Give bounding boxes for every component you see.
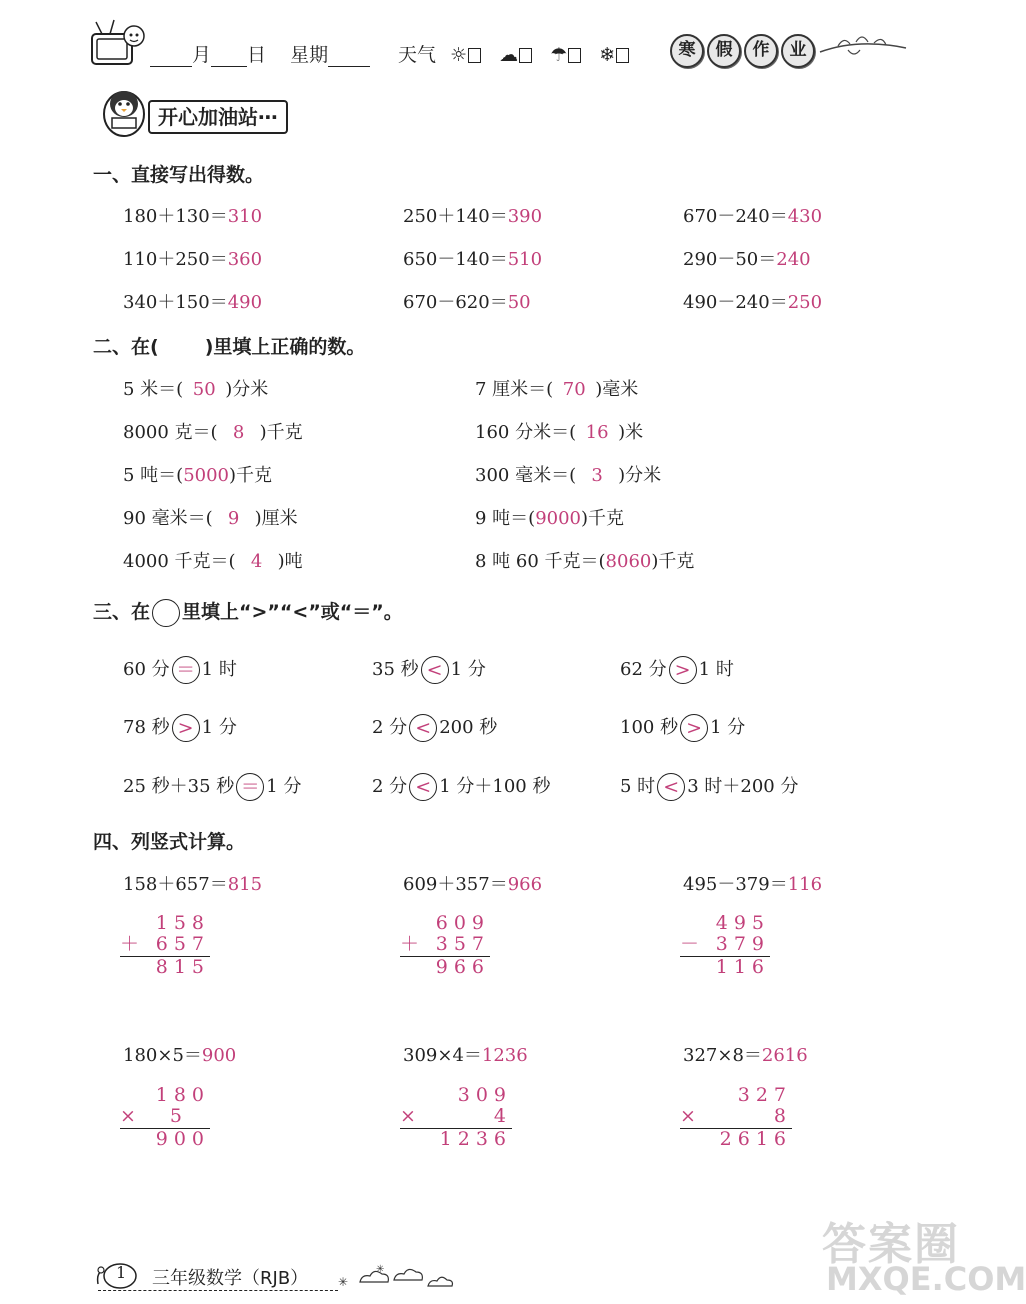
svg-text:✳: ✳ <box>376 1264 385 1275</box>
answer[interactable]: 9 <box>227 508 240 529</box>
vertical-top: 495 <box>715 912 770 934</box>
compare-right: 1 时 <box>201 659 237 680</box>
compare-left: 62 分 <box>620 659 667 680</box>
answer[interactable]: 310 <box>227 206 263 227</box>
vertical-bottom: 357 <box>435 933 490 955</box>
compare-left: 78 秒 <box>123 717 170 738</box>
day-blank[interactable] <box>211 48 247 67</box>
compare-answer[interactable]: ＝ <box>172 656 200 684</box>
month-blank[interactable] <box>150 48 192 67</box>
vertical-bottom: 8 <box>773 1105 792 1127</box>
answer[interactable]: 430 <box>787 206 823 227</box>
rain-icon: ☂ <box>550 44 568 66</box>
problem-expr: 670－620＝ <box>403 292 508 313</box>
problem <box>475 418 643 444</box>
vertical-calc <box>400 1085 512 1150</box>
answer[interactable]: 360 <box>227 249 263 270</box>
vertical-operator: － <box>680 933 700 955</box>
problem <box>683 870 822 896</box>
problem <box>403 245 542 271</box>
compare-problem <box>372 655 486 684</box>
compare-problem <box>123 655 237 684</box>
weather-label: 天气 <box>398 44 437 66</box>
problem-unit: )千克 <box>229 465 273 486</box>
compare-left: 100 秒 <box>620 717 679 738</box>
problem-expr: 110＋250＝ <box>123 249 228 270</box>
compare-left: 25 秒＋35 秒 <box>123 776 235 797</box>
problem-expr: 495－379＝ <box>683 874 788 895</box>
watermark-url: MXQE.COM <box>826 1260 1026 1298</box>
problem <box>123 418 303 444</box>
section-title <box>93 332 365 359</box>
problem-unit: )千克 <box>651 551 695 572</box>
vertical-top: 309 <box>457 1084 512 1106</box>
compare-answer[interactable]: > <box>172 714 200 742</box>
answer[interactable]: 510 <box>507 249 543 270</box>
problem <box>123 202 262 228</box>
problem-expr: 300 毫米＝( <box>475 465 577 486</box>
problem-expr: 9 吨＝( <box>475 508 536 529</box>
compare-left: 2 分 <box>372 776 408 797</box>
compare-right: 1 分 <box>266 776 302 797</box>
problem-unit: )吨 <box>277 551 303 572</box>
snow-icon: ❄ <box>599 44 616 66</box>
vertical-top: 327 <box>737 1084 792 1106</box>
tv-mascot-icon <box>88 18 148 70</box>
footer-rule <box>98 1290 338 1291</box>
compare-problem <box>372 772 550 801</box>
compare-problem <box>620 655 734 684</box>
vertical-calc <box>680 913 770 978</box>
problem-expr: 8000 克＝( <box>123 422 218 443</box>
problem-expr: 327×8＝ <box>683 1045 762 1066</box>
compare-answer[interactable]: < <box>657 773 685 801</box>
vertical-bottom: 5 <box>169 1105 188 1127</box>
problem-unit: )毫米 <box>595 379 639 400</box>
vertical-top: 180 <box>155 1084 210 1106</box>
winter-homework-badge <box>670 34 818 68</box>
problem-expr: 250＋140＝ <box>403 206 508 227</box>
problem <box>683 202 822 228</box>
vertical-result[interactable]: 815 <box>155 956 210 978</box>
compare-problem <box>123 772 301 801</box>
problem <box>403 1041 528 1067</box>
answer[interactable]: 900 <box>201 1045 237 1066</box>
problem <box>123 870 262 896</box>
answer[interactable]: 9000 <box>535 508 582 529</box>
problem-expr: 180×5＝ <box>123 1045 202 1066</box>
compare-problem <box>372 713 497 742</box>
compare-answer[interactable]: > <box>669 656 697 684</box>
answer[interactable]: 50 <box>192 379 216 400</box>
compare-left: 2 分 <box>372 717 408 738</box>
badge-char: 业 <box>781 34 815 68</box>
problem-expr: 5 吨＝( <box>123 465 184 486</box>
vertical-result[interactable]: 966 <box>435 956 490 978</box>
problem-expr: 90 毫米＝( <box>123 508 213 529</box>
compare-answer[interactable]: ＝ <box>236 773 264 801</box>
compare-right: 1 分 <box>710 717 746 738</box>
vertical-result[interactable]: 116 <box>715 956 770 978</box>
problem <box>683 1041 808 1067</box>
problem-unit: )千克 <box>581 508 625 529</box>
compare-right: 200 秒 <box>439 717 498 738</box>
svg-text:✳: ✳ <box>338 1275 349 1289</box>
answer[interactable]: 8060 <box>605 551 652 572</box>
compare-problem <box>123 713 237 742</box>
section-title-part: 二、在( <box>93 336 159 358</box>
problem <box>123 504 298 530</box>
problem <box>403 870 542 896</box>
section-title <box>93 597 403 627</box>
answer[interactable]: 2616 <box>761 1045 808 1066</box>
problem <box>403 288 531 314</box>
compare-answer[interactable]: > <box>680 714 708 742</box>
vertical-operator: × <box>680 1105 696 1127</box>
problem-expr: 4000 千克＝( <box>123 551 236 572</box>
date-line <box>150 40 370 67</box>
vertical-result[interactable]: 900 <box>155 1128 210 1150</box>
sunny-icon: ☼ <box>450 44 468 66</box>
compare-problem <box>620 713 745 742</box>
section-title: 四、列竖式计算。 <box>93 831 246 853</box>
problem-expr: 8 吨 60 千克＝( <box>475 551 606 572</box>
compare-answer[interactable]: < <box>409 714 437 742</box>
vertical-bottom: 4 <box>493 1105 512 1127</box>
problem <box>683 288 822 314</box>
vertical-result[interactable]: 1236 <box>439 1128 512 1150</box>
compare-right: 1 分＋100 秒 <box>439 776 551 797</box>
answer[interactable]: 3 <box>591 465 603 486</box>
cloudy-icon: ☁ <box>499 44 519 66</box>
vertical-operator: × <box>120 1105 136 1127</box>
problem-expr: 290－50＝ <box>683 249 777 270</box>
vertical-calc <box>680 1085 792 1150</box>
compare-left: 35 秒 <box>372 659 419 680</box>
compare-answer[interactable]: < <box>421 656 449 684</box>
weather-row <box>398 40 629 67</box>
problem-expr: 650－140＝ <box>403 249 508 270</box>
answer[interactable]: 390 <box>507 206 543 227</box>
vertical-top: 609 <box>435 912 490 934</box>
problem <box>403 202 542 228</box>
weekday-label: 星期 <box>290 44 329 66</box>
answer[interactable]: 5000 <box>183 465 230 486</box>
compare-left: 60 分 <box>123 659 170 680</box>
compare-right: 1 时 <box>698 659 734 680</box>
problem <box>123 375 268 401</box>
problem-unit: )分米 <box>225 379 269 400</box>
section-title: 一、直接写出得数。 <box>93 164 265 186</box>
problem-expr: 7 厘米＝( <box>475 379 554 400</box>
answer[interactable]: 1236 <box>481 1045 528 1066</box>
problem <box>475 504 624 530</box>
problem <box>123 547 303 573</box>
section-title-part: 里填上“>”“<”或“＝”。 <box>182 601 403 623</box>
problem-unit: )千克 <box>259 422 303 443</box>
month-label: 月 <box>192 44 212 66</box>
branch-icon <box>818 28 908 68</box>
problem <box>683 245 811 271</box>
problem-unit: )厘米 <box>254 508 298 529</box>
problem-expr: 490－240＝ <box>683 292 788 313</box>
vertical-operator: × <box>400 1105 416 1127</box>
vertical-result[interactable]: 2616 <box>719 1128 792 1150</box>
problem <box>475 375 638 401</box>
compare-right: 1 分 <box>201 717 237 738</box>
page-title: 开心加油站⋯ <box>148 100 288 134</box>
problem-expr: 609＋357＝ <box>403 874 508 895</box>
answer[interactable]: 490 <box>227 292 263 313</box>
badge-char: 假 <box>707 34 741 68</box>
compare-right: 1 分 <box>450 659 486 680</box>
compare-right: 3 时＋200 分 <box>687 776 799 797</box>
snow-checkbox[interactable] <box>616 48 629 63</box>
circle-blank-icon <box>152 599 180 627</box>
compare-left: 5 时 <box>620 776 656 797</box>
sunny-checkbox[interactable] <box>468 48 481 63</box>
rain-checkbox[interactable] <box>568 48 581 63</box>
problem <box>123 1041 236 1067</box>
problem <box>123 461 272 487</box>
problem <box>123 288 262 314</box>
problem-unit: )分米 <box>618 465 662 486</box>
answer[interactable]: 250 <box>787 292 823 313</box>
section-title-part: )里填上正确的数。 <box>204 336 366 358</box>
problem <box>475 461 661 487</box>
problem-unit: )米 <box>618 422 644 443</box>
answer[interactable]: 16 <box>585 422 609 443</box>
problem <box>475 547 694 573</box>
vertical-bottom: 379 <box>715 933 770 955</box>
weekday-blank[interactable] <box>328 48 370 67</box>
answer[interactable]: 8 <box>232 422 245 443</box>
answer[interactable]: 240 <box>776 249 811 270</box>
problem-expr: 160 分米＝( <box>475 422 577 443</box>
problem-expr: 5 米＝( <box>123 379 184 400</box>
answer[interactable]: 815 <box>227 874 263 895</box>
page-number: 1 <box>116 1263 127 1282</box>
answer[interactable]: 50 <box>507 292 531 313</box>
problem-expr: 670－240＝ <box>683 206 788 227</box>
vertical-operator: ＋ <box>400 933 420 955</box>
vertical-top: 158 <box>155 912 210 934</box>
problem-expr: 180＋130＝ <box>123 206 228 227</box>
vertical-operator: ＋ <box>120 933 140 955</box>
compare-answer[interactable]: < <box>409 773 437 801</box>
vertical-calc <box>120 913 210 978</box>
vertical-calc <box>120 1085 210 1150</box>
penguin-icon <box>98 82 150 138</box>
watermark-logo: 答案圈 <box>822 1219 960 1270</box>
badge-char: 寒 <box>670 34 704 68</box>
day-label: 日 <box>247 44 267 66</box>
problem <box>123 245 262 271</box>
book-title: 三年级数学（RJB） <box>152 1268 309 1289</box>
answer[interactable]: 116 <box>787 874 823 895</box>
cloudy-checkbox[interactable] <box>519 48 532 63</box>
problem-expr: 340＋150＝ <box>123 292 228 313</box>
vertical-calc <box>400 913 490 978</box>
badge-char: 作 <box>744 34 778 68</box>
compare-problem <box>620 772 798 801</box>
cloud-decoration-icon <box>336 1260 456 1292</box>
section-title-part: 三、在 <box>93 601 151 623</box>
answer[interactable]: 966 <box>507 874 543 895</box>
answer[interactable]: 70 <box>562 379 586 400</box>
answer[interactable]: 4 <box>250 551 263 572</box>
problem-expr: 158＋657＝ <box>123 874 228 895</box>
vertical-bottom: 657 <box>155 933 210 955</box>
problem-expr: 309×4＝ <box>403 1045 482 1066</box>
